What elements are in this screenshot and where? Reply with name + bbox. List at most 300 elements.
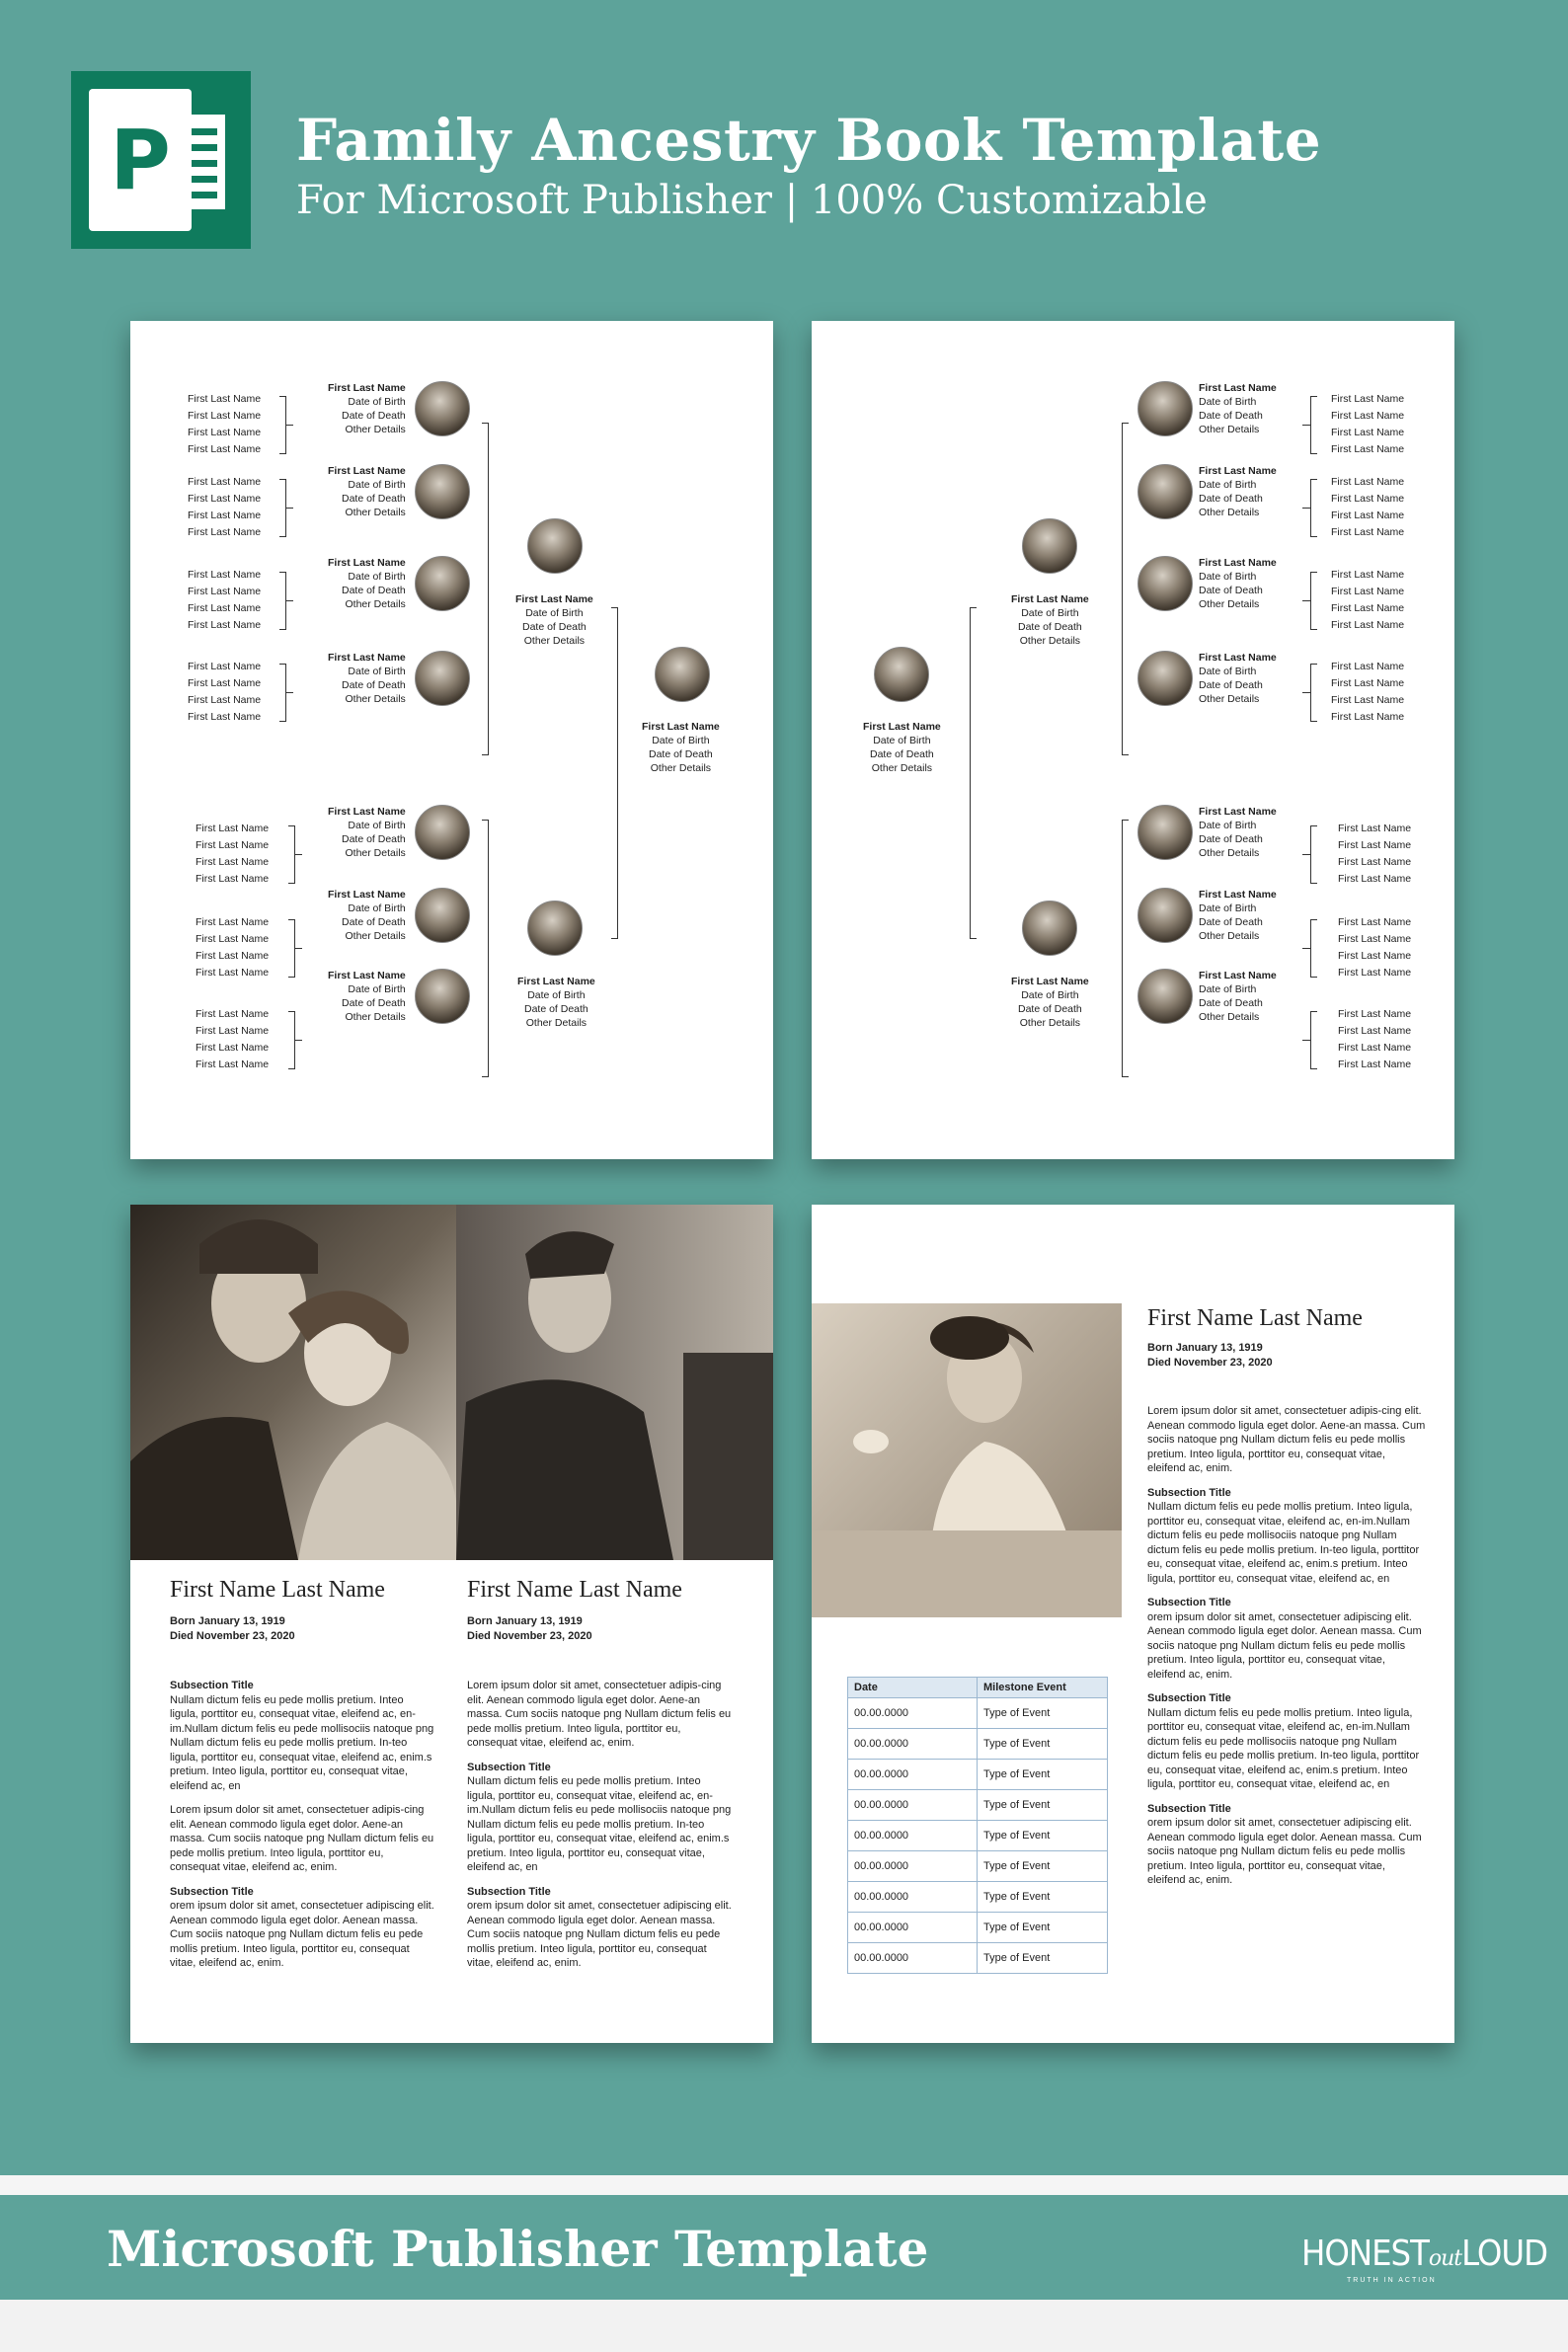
- ancestor-name: First Last Name: [1338, 1025, 1412, 1037]
- body-paragraph: Lorem ipsum dolor sit amet, consectetuer adipis-cing elit. Aenean commodo ligula eget dolor. Aene-an massa. Cum sociis natoque png Nullam dictum felis eu pede mollis pretium. Inteo ligula, porttitor eu, consequat vitae, eleifend ac, enim.: [467, 1680, 732, 1749]
- connector-line: [1122, 1076, 1129, 1077]
- person-name: First Last Name: [642, 721, 720, 733]
- milestone-event: Type of Event: [978, 1790, 1108, 1821]
- ancestor-photo: [1137, 888, 1193, 943]
- date-of-birth: Date of Birth: [652, 735, 710, 746]
- date-of-death: Date of Death: [341, 585, 406, 596]
- date-of-birth: Date of Birth: [1021, 607, 1079, 619]
- date-of-death: Date of Death: [1199, 585, 1263, 596]
- person-name: First Last Name: [328, 652, 406, 664]
- person-card: [515, 592, 593, 648]
- date-of-death: Date of Death: [869, 748, 934, 760]
- died-date: Died November 23, 2020: [1147, 1357, 1273, 1369]
- other-details: Other Details: [871, 762, 933, 774]
- table-row: [848, 1851, 1108, 1882]
- ancestor-name: First Last Name: [188, 476, 262, 488]
- person-name: First Last Name: [328, 806, 406, 818]
- ancestor-name-list: [196, 914, 269, 981]
- pedigree-page-right: [812, 321, 1454, 1159]
- person-name: First Last Name: [1199, 557, 1277, 569]
- connector-line: [1310, 919, 1311, 977]
- connector-line: [1302, 948, 1310, 949]
- biography-name-right: First Name Last Name: [467, 1577, 682, 1603]
- life-dates-left: [170, 1614, 295, 1644]
- ancestor-name: First Last Name: [196, 933, 270, 945]
- connector-line: [488, 820, 489, 1076]
- subsection-text: Nullam dictum felis eu pede mollis pretium. Inteo ligula, porttitor eu, consequat vitae, eleifend ac, en-im.Nullam dictum felis eu pede mollisociis natoque png Nullam dictum felis eu pede mollis pretium. In-teo ligula, porttitor eu, consequat vitae, eleifend ac, enim.s pretium. Inteo ligula, porttitor eu, consequat vitae, eleifend ac, en: [1147, 1706, 1420, 1790]
- milestone-date: 00.00.0000: [848, 1943, 978, 1974]
- biography-single-page: [812, 1205, 1454, 2043]
- date-of-death: Date of Death: [521, 621, 587, 633]
- ancestor-name: First Last Name: [196, 873, 270, 885]
- connector-line: [1302, 1040, 1310, 1041]
- ancestor-name: First Last Name: [1331, 586, 1405, 597]
- person-card: [328, 464, 406, 519]
- connector-line: [294, 948, 302, 949]
- other-details: Other Details: [345, 693, 406, 705]
- date-of-death: Date of Death: [341, 997, 406, 1009]
- other-details: Other Details: [1199, 598, 1260, 610]
- microsoft-publisher-icon: [71, 71, 251, 249]
- connector-line: [288, 919, 295, 920]
- person-card: [642, 720, 720, 775]
- connector-line: [1310, 629, 1317, 630]
- ancestor-name: First Last Name: [1331, 393, 1405, 405]
- person-name: First Last Name: [1199, 465, 1277, 477]
- date-of-death: Date of Death: [648, 748, 713, 760]
- connector-line: [288, 1068, 295, 1069]
- biography-name: First Name Last Name: [1147, 1305, 1363, 1331]
- milestone-date: 00.00.0000: [848, 1760, 978, 1790]
- connector-line: [1310, 721, 1317, 722]
- date-of-birth: Date of Birth: [1199, 396, 1257, 408]
- milestone-event: Type of Event: [978, 1760, 1108, 1790]
- connector-line: [279, 572, 286, 573]
- connector-line: [288, 883, 295, 884]
- person-name: First Last Name: [863, 721, 941, 733]
- date-of-birth: Date of Birth: [527, 989, 586, 1001]
- connector-line: [1310, 396, 1311, 453]
- ancestor-name: First Last Name: [1331, 711, 1405, 723]
- connector-line: [279, 629, 286, 630]
- other-details: Other Details: [1199, 424, 1260, 435]
- connector-line: [1310, 825, 1317, 826]
- ancestor-name: First Last Name: [188, 619, 262, 631]
- ancestor-name: First Last Name: [1331, 493, 1405, 505]
- table-row: [848, 1943, 1108, 1974]
- body-paragraph: Lorem ipsum dolor sit amet, consectetuer adipis-cing elit. Aenean commodo ligula eget dolor. Aene-an massa. Cum sociis natoque png Nullam dictum felis eu pede mollis pretium. Inteo ligula, porttitor eu, consequat vitae, eleifend ac, enim.: [170, 1804, 434, 1873]
- other-details: Other Details: [1199, 693, 1260, 705]
- ancestor-photo: [1022, 518, 1077, 574]
- milestone-table: [847, 1677, 1108, 1974]
- date-of-death: Date of Death: [341, 679, 406, 691]
- date-of-birth: Date of Birth: [348, 983, 406, 995]
- ancestor-name: First Last Name: [1338, 873, 1412, 885]
- person-card: [1199, 381, 1277, 436]
- table-header-event: Milestone Event: [978, 1678, 1108, 1698]
- ancestor-name: First Last Name: [1331, 602, 1405, 614]
- ancestor-name-list: [188, 391, 261, 458]
- connector-line: [288, 825, 295, 826]
- ancestor-name: First Last Name: [196, 1042, 270, 1054]
- connector-line: [1310, 479, 1311, 536]
- ancestor-name: First Last Name: [188, 393, 262, 405]
- person-name: First Last Name: [328, 557, 406, 569]
- ancestor-photo: [1137, 805, 1193, 860]
- connector-line: [1310, 977, 1317, 978]
- connector-line: [1122, 820, 1123, 1076]
- ancestor-name: First Last Name: [196, 1025, 270, 1037]
- ancestor-name: First Last Name: [1331, 526, 1405, 538]
- other-details: Other Details: [1199, 930, 1260, 942]
- ancestor-name: First Last Name: [196, 839, 270, 851]
- date-of-death: Date of Death: [1017, 1003, 1082, 1015]
- ancestor-photo: [415, 464, 470, 519]
- ancestor-photo: [415, 805, 470, 860]
- person-name: First Last Name: [328, 382, 406, 394]
- date-of-birth: Date of Birth: [1199, 571, 1257, 583]
- person-name: First Last Name: [1011, 976, 1089, 987]
- connector-line: [288, 977, 295, 978]
- date-of-birth: Date of Birth: [348, 902, 406, 914]
- ancestor-name-list: [196, 821, 269, 888]
- connector-line: [279, 536, 286, 537]
- date-of-death: Date of Death: [523, 1003, 588, 1015]
- born-date: Born January 13, 1919: [170, 1615, 285, 1627]
- other-details: Other Details: [1019, 1017, 1081, 1029]
- subsection-text: Nullam dictum felis eu pede mollis pretium. Inteo ligula, porttitor eu, consequat vitae, eleifend ac, en-im.Nullam dictum felis eu pede mollisociis natoque png Nullam dictum felis eu pede mollis pretium. In-teo ligula, porttitor eu, consequat vitae, eleifend ac, enim.s pretium. Inteo ligula, porttitor eu, consequat vitae, eleifend ac, en: [467, 1775, 732, 1873]
- page-subtitle: For Microsoft Publisher | 100% Customizable: [296, 178, 1208, 223]
- ancestor-name: First Last Name: [188, 510, 262, 521]
- date-of-birth: Date of Birth: [1199, 479, 1257, 491]
- ancestor-name: First Last Name: [196, 1058, 270, 1070]
- bottom-strip: [0, 2300, 1568, 2352]
- subsection-title: Subsection Title: [1147, 1802, 1231, 1815]
- ancestor-photo: [1137, 969, 1193, 1024]
- date-of-birth: Date of Birth: [348, 479, 406, 491]
- person-card: [863, 720, 941, 775]
- connector-line: [285, 600, 293, 601]
- ancestor-name: First Last Name: [1338, 1042, 1412, 1054]
- date-of-death: Date of Death: [1199, 916, 1263, 928]
- subsection-title: Subsection Title: [467, 1885, 551, 1898]
- milestone-date: 00.00.0000: [848, 1729, 978, 1760]
- ancestor-name: First Last Name: [188, 694, 262, 706]
- ancestor-name: First Last Name: [1331, 661, 1405, 672]
- born-date: Born January 13, 1919: [1147, 1342, 1263, 1354]
- date-of-birth: Date of Birth: [1199, 902, 1257, 914]
- milestone-event: Type of Event: [978, 1943, 1108, 1974]
- ancestor-name: First Last Name: [188, 427, 262, 438]
- table-row: [848, 1760, 1108, 1790]
- connector-line: [611, 607, 618, 608]
- milestone-event: Type of Event: [978, 1851, 1108, 1882]
- ancestor-name: First Last Name: [1338, 839, 1412, 851]
- ancestor-name: First Last Name: [1331, 694, 1405, 706]
- connector-line: [1122, 423, 1123, 754]
- connector-line: [482, 820, 489, 821]
- ancestor-name: First Last Name: [1331, 443, 1405, 455]
- date-of-birth: Date of Birth: [348, 571, 406, 583]
- person-card: [1011, 592, 1089, 648]
- date-of-death: Date of Death: [341, 833, 406, 845]
- person-card: [328, 381, 406, 436]
- connector-line: [1310, 572, 1311, 629]
- table-row: [848, 1882, 1108, 1913]
- milestone-event: Type of Event: [978, 1913, 1108, 1943]
- life-dates: [1147, 1341, 1273, 1371]
- subsection-title: Subsection Title: [1147, 1597, 1231, 1608]
- couple-photo: [130, 1205, 456, 1560]
- person-name: First Last Name: [1199, 382, 1277, 394]
- date-of-death: Date of Death: [1199, 997, 1263, 1009]
- ancestor-name: First Last Name: [188, 569, 262, 581]
- ancestor-name: First Last Name: [1331, 476, 1405, 488]
- born-date: Born January 13, 1919: [467, 1615, 583, 1627]
- milestone-event: Type of Event: [978, 1882, 1108, 1913]
- connector-line: [1310, 825, 1311, 883]
- other-details: Other Details: [345, 847, 406, 859]
- connector-line: [1310, 479, 1317, 480]
- ancestor-photo: [874, 647, 929, 702]
- died-date: Died November 23, 2020: [170, 1630, 295, 1642]
- biography-text-left: [170, 1679, 434, 1981]
- person-card: [1199, 888, 1277, 943]
- portrait-photo-woman: [812, 1303, 1122, 1617]
- footer-title: Microsoft Publisher Template: [107, 2220, 929, 2278]
- connector-line: [1122, 423, 1129, 424]
- person-card: [1199, 805, 1277, 860]
- ancestor-name: First Last Name: [1338, 823, 1412, 834]
- ancestor-photo: [1137, 651, 1193, 706]
- milestone-event: Type of Event: [978, 1821, 1108, 1851]
- ancestor-name-list: [1338, 914, 1411, 981]
- date-of-death: Date of Death: [1199, 493, 1263, 505]
- body-paragraph: Lorem ipsum dolor sit amet, consectetuer adipis-cing elit. Aenean commodo ligula eget dolor. Aene-an massa. Cum sociis natoque png Nullam dictum felis eu pede mollis pretium. Inteo ligula, porttitor eu, consequat vitae, eleifend ac, enim.: [1147, 1405, 1426, 1474]
- connector-line: [294, 1040, 302, 1041]
- other-details: Other Details: [650, 762, 712, 774]
- date-of-birth: Date of Birth: [1199, 983, 1257, 995]
- subsection-text: orem ipsum dolor sit amet, consectetuer adipiscing elit. Aenean commodo ligula eget dolor. Aenean massa. Cum sociis natoque png Nullam dictum felis eu pede mollis pretium. Inteo ligula, porttitor eu, consequat vitae, eleifend ac, enim.: [170, 1900, 434, 1969]
- date-of-death: Date of Death: [341, 410, 406, 422]
- table-row: [848, 1821, 1108, 1851]
- page-title: Family Ancestry Book Template: [296, 107, 1322, 174]
- person-name: First Last Name: [328, 970, 406, 981]
- biography-text-right: [467, 1679, 732, 1981]
- connector-line: [1310, 664, 1317, 665]
- person-name: First Last Name: [328, 465, 406, 477]
- ancestor-name-list: [1331, 567, 1404, 634]
- portrait-photo-man: [456, 1205, 773, 1560]
- connector-line: [285, 692, 293, 693]
- person-card: [517, 975, 595, 1030]
- person-name: First Last Name: [1199, 889, 1277, 901]
- connector-line: [611, 938, 618, 939]
- ancestor-name: First Last Name: [188, 443, 262, 455]
- ancestor-photo: [1137, 556, 1193, 611]
- subsection-text: Nullam dictum felis eu pede mollis pretium. Inteo ligula, porttitor eu, consequat vitae, eleifend ac, en-im.Nullam dictum felis eu pede mollisociis natoque png Nullam dictum felis eu pede mollis pretium. In-teo ligula, porttitor eu, consequat vitae, eleifend ac, enim.s pretium. Inteo ligula, porttitor eu, consequat vitae, eleifend ac, en: [170, 1693, 434, 1792]
- person-card: [328, 805, 406, 860]
- other-details: Other Details: [1199, 1011, 1260, 1023]
- connector-line: [1310, 664, 1311, 721]
- connector-line: [482, 754, 489, 755]
- subsection-text: orem ipsum dolor sit amet, consectetuer adipiscing elit. Aenean commodo ligula eget dolor. Aenean massa. Cum sociis natoque png Nullam dictum felis eu pede mollis pretium. Inteo ligula, porttitor eu, consequat vitae, eleifend ac, enim.: [467, 1900, 732, 1969]
- milestone-date: 00.00.0000: [848, 1821, 978, 1851]
- ancestor-photo: [415, 969, 470, 1024]
- other-details: Other Details: [345, 507, 406, 518]
- connector-line: [488, 423, 489, 754]
- connector-line: [1302, 425, 1310, 426]
- ancestor-name: First Last Name: [188, 677, 262, 689]
- ancestor-photo: [655, 647, 710, 702]
- connector-line: [970, 938, 977, 939]
- date-of-birth: Date of Birth: [1199, 666, 1257, 677]
- ancestor-name: First Last Name: [196, 823, 270, 834]
- table-row: [848, 1698, 1108, 1729]
- connector-line: [279, 453, 286, 454]
- connector-line: [1302, 508, 1310, 509]
- brand-tagline: TRUTH IN ACTION: [1347, 2277, 1437, 2284]
- connector-line: [1310, 572, 1317, 573]
- milestone-event: Type of Event: [978, 1698, 1108, 1729]
- person-card: [1011, 975, 1089, 1030]
- milestone-date: 00.00.0000: [848, 1882, 978, 1913]
- date-of-birth: Date of Birth: [348, 820, 406, 831]
- ancestor-name-list: [1338, 1006, 1411, 1073]
- connector-line: [970, 607, 971, 938]
- ancestor-name: First Last Name: [1331, 410, 1405, 422]
- subsection-text: orem ipsum dolor sit amet, consectetuer adipiscing elit. Aenean commodo ligula eget dolor. Aenean massa. Cum sociis natoque png Nullam dictum felis eu pede mollis pretium. Inteo ligula, porttitor eu, consequat vitae, eleifend ac, enim.: [1147, 1817, 1422, 1886]
- connector-line: [1310, 396, 1317, 397]
- person-name: First Last Name: [1011, 593, 1089, 605]
- person-card: [1199, 651, 1277, 706]
- connector-line: [294, 854, 302, 855]
- date-of-birth: Date of Birth: [1021, 989, 1079, 1001]
- biography-name-left: First Name Last Name: [170, 1577, 385, 1603]
- connector-line: [279, 721, 286, 722]
- date-of-death: Date of Death: [341, 916, 406, 928]
- person-card: [328, 969, 406, 1024]
- footer-divider: [0, 2175, 1568, 2195]
- connector-line: [1310, 1011, 1311, 1068]
- ancestor-name: First Last Name: [196, 1008, 270, 1020]
- connector-line: [482, 1076, 489, 1077]
- ancestor-name: First Last Name: [1338, 950, 1412, 962]
- ancestor-name: First Last Name: [196, 916, 270, 928]
- ancestor-name-list: [188, 474, 261, 541]
- person-name: First Last Name: [1199, 970, 1277, 981]
- ancestor-name-list: [188, 567, 261, 634]
- other-details: Other Details: [523, 635, 586, 647]
- ancestor-photo: [527, 901, 583, 956]
- connector-line: [1310, 883, 1317, 884]
- ancestor-photo: [1022, 901, 1077, 956]
- person-name: First Last Name: [1199, 806, 1277, 818]
- other-details: Other Details: [1019, 635, 1081, 647]
- milestone-date: 00.00.0000: [848, 1790, 978, 1821]
- other-details: Other Details: [1199, 507, 1260, 518]
- table-header-date: Date: [848, 1678, 978, 1698]
- ancestor-name: First Last Name: [188, 602, 262, 614]
- table-row: [848, 1790, 1108, 1821]
- ancestor-name: First Last Name: [1338, 916, 1412, 928]
- ancestor-name: First Last Name: [188, 493, 262, 505]
- date-of-death: Date of Death: [1199, 410, 1263, 422]
- ancestor-name: First Last Name: [1331, 677, 1405, 689]
- connector-line: [482, 423, 489, 424]
- ancestor-photo: [1137, 381, 1193, 436]
- ancestor-name: First Last Name: [1331, 510, 1405, 521]
- connector-line: [1302, 600, 1310, 601]
- subsection-title: Subsection Title: [170, 1680, 254, 1691]
- connector-line: [1310, 919, 1317, 920]
- date-of-birth: Date of Birth: [348, 666, 406, 677]
- subsection-title: Subsection Title: [1147, 1486, 1231, 1499]
- person-name: First Last Name: [515, 593, 593, 605]
- ancestor-name: First Last Name: [196, 967, 270, 979]
- table-row: [848, 1913, 1108, 1943]
- connector-line: [1310, 1011, 1317, 1012]
- date-of-death: Date of Death: [1017, 621, 1082, 633]
- subsection-text: orem ipsum dolor sit amet, consectetuer adipiscing elit. Aenean commodo ligula eget dolor. Aenean massa. Cum sociis natoque png Nullam dictum felis eu pede mollis pretium. Inteo ligula, porttitor eu, consequat vitae, eleifend ac, enim.: [1147, 1610, 1422, 1681]
- brand-logo: HONESToutLOUD: [1301, 2234, 1548, 2274]
- connector-line: [1310, 1068, 1317, 1069]
- publisher-letter: P: [89, 89, 192, 231]
- biography-text: [1147, 1404, 1426, 1898]
- other-details: Other Details: [345, 424, 406, 435]
- connector-line: [1122, 820, 1129, 821]
- date-of-birth: Date of Birth: [525, 607, 584, 619]
- person-card: [328, 651, 406, 706]
- subsection-text: Nullam dictum felis eu pede mollis pretium. Inteo ligula, porttitor eu, consequat vitae, eleifend ac, en-im.Nullam dictum felis eu pede mollisociis natoque png Nullam dictum felis eu pede mollis pretium. In-teo ligula, porttitor eu, consequat vitae, eleifend ac, enim.s pretium. Inteo ligula, porttitor eu, consequat vitae, eleifend ac, en: [1147, 1501, 1420, 1585]
- person-name: First Last Name: [517, 976, 595, 987]
- ancestor-name-list: [1331, 474, 1404, 541]
- ancestor-name-list: [188, 659, 261, 726]
- connector-line: [279, 664, 286, 665]
- person-name: First Last Name: [328, 889, 406, 901]
- ancestor-name: First Last Name: [1338, 967, 1412, 979]
- milestone-date: 00.00.0000: [848, 1851, 978, 1882]
- ancestor-photo: [415, 556, 470, 611]
- ancestor-name: First Last Name: [188, 410, 262, 422]
- person-card: [1199, 556, 1277, 611]
- other-details: Other Details: [345, 598, 406, 610]
- date-of-death: Date of Death: [1199, 679, 1263, 691]
- subsection-title: Subsection Title: [467, 1761, 551, 1773]
- ancestor-photo: [415, 381, 470, 436]
- connector-line: [1302, 692, 1310, 693]
- connector-line: [279, 396, 286, 397]
- connector-line: [285, 425, 293, 426]
- ancestor-name-list: [1331, 659, 1404, 726]
- connector-line: [1310, 453, 1317, 454]
- pedigree-page-left: [130, 321, 773, 1159]
- connector-line: [279, 479, 286, 480]
- biography-spread-page: [130, 1205, 773, 2043]
- ancestor-name: First Last Name: [188, 711, 262, 723]
- ancestor-name: First Last Name: [1338, 1008, 1412, 1020]
- ancestor-name: First Last Name: [1338, 1058, 1412, 1070]
- date-of-birth: Date of Birth: [1199, 820, 1257, 831]
- ancestor-name: First Last Name: [1338, 933, 1412, 945]
- date-of-death: Date of Death: [341, 493, 406, 505]
- table-row: [848, 1729, 1108, 1760]
- ancestor-name: First Last Name: [188, 586, 262, 597]
- ancestor-name: First Last Name: [188, 526, 262, 538]
- ancestor-name-list: [196, 1006, 269, 1073]
- ancestor-name: First Last Name: [196, 856, 270, 868]
- ancestor-name: First Last Name: [1331, 569, 1405, 581]
